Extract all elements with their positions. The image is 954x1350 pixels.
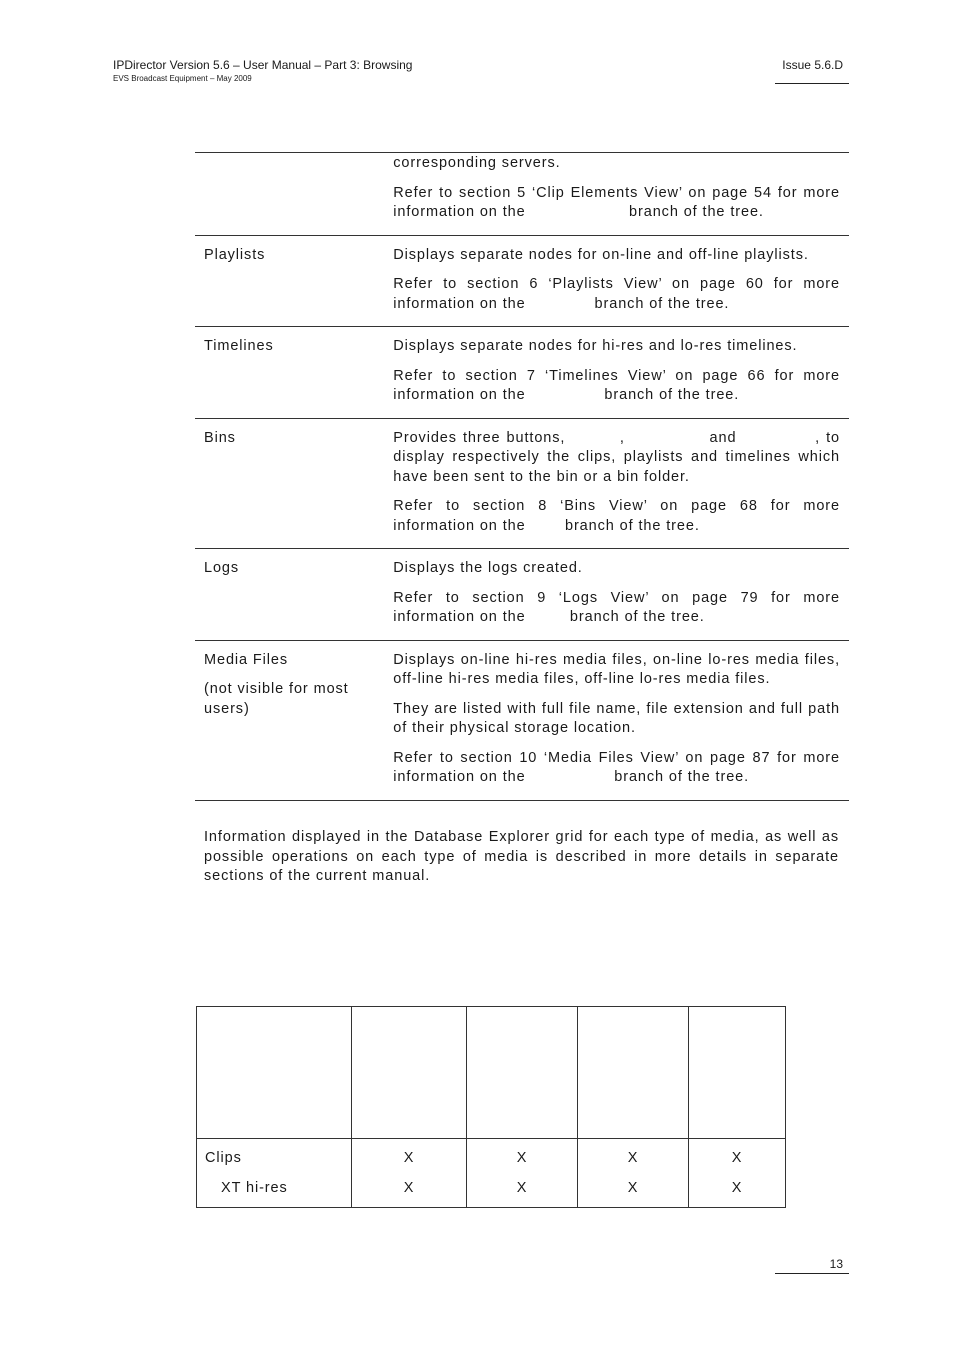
grid-mark: X [689,1169,786,1208]
grid-row-clips [197,1139,786,1169]
definition-paragraph: Displays separate nodes for hi-res and lo-res timelines. [393,338,798,354]
media-grid-table [196,1006,786,1208]
definition-paragraph: Refer to section 9 ‘Logs View’ on page 79 for more information on the branch of the tree. [393,589,845,625]
header-rule [775,83,849,84]
definition-term-cell [195,640,384,800]
grid-mark: X [689,1139,786,1169]
grid-header-row [197,1007,786,1139]
grid-mark: X [352,1169,467,1208]
grid-mark: X [467,1139,578,1169]
definition-paragraph: Refer to section 6 ‘Playlists View’ on page 60 for more information on the branch of the tree. [393,276,845,312]
tree-branch-table [195,152,849,801]
definition-row [195,235,849,327]
definition-description-cell [384,153,849,236]
document-subtitle: EVS Broadcast Equipment – May 2009 [113,74,252,83]
definition-row [195,640,849,800]
definition-paragraph: corresponding servers. [393,155,561,171]
grid-row-label: Clips [197,1139,352,1169]
definition-note: (not visible for most users) [204,681,349,717]
definition-term-cell [195,327,384,419]
definition-paragraph: Refer to section 7 ‘Timelines View’ on page 66 for more information on the branch of the tree. [393,367,845,403]
definition-term: Bins [204,429,236,446]
grid-row-label: XT hi-res [197,1169,352,1208]
page-number: 13 [829,1257,843,1271]
grid-mark: X [578,1169,689,1208]
tree-branch-table-body [195,153,849,801]
intro-paragraph: Information displayed in the Database Explorer grid for each type of media, as well as possible operations on each type of media is described in more details in separate sections of the current manual. [204,829,839,884]
definition-term: Playlists [204,246,266,263]
definition-term-cell [195,153,384,236]
document-title: IPDirector Version 5.6 – User Manual – Part 3: Browsing [113,58,413,72]
definition-term-cell [195,418,384,549]
page-header [113,58,412,84]
grid-header-cell [467,1007,578,1139]
grid-mark: X [578,1139,689,1169]
grid-header-cell [578,1007,689,1139]
definition-description-cell [384,235,849,327]
grid-header-cell [689,1007,786,1139]
definition-row [195,418,849,549]
grid-header-cell [352,1007,467,1139]
definition-term-cell [195,549,384,641]
definition-paragraph: They are listed with full file name, file extension and full path of their physical storage location. [393,700,845,736]
definition-paragraph: Provides three buttons, , and , to display respectively the clips, playlists and timelines which have been sent to the bin or a bin folder. [393,429,845,485]
definition-paragraph: Displays the logs created. [393,560,583,576]
definition-paragraph: Refer to section 5 ‘Clip Elements View’ on page 54 for more information on the branch of the tree. [393,184,845,220]
definition-term-cell [195,235,384,327]
grid-row-xt-hires [197,1169,786,1208]
footer-rule [775,1273,849,1274]
definition-term: Logs [204,560,240,576]
grid-mark: X [467,1169,578,1208]
definition-description-cell [384,327,849,419]
definition-description-cell [384,549,849,641]
definition-row [195,327,849,419]
grid-header-cell [197,1007,352,1139]
definition-row [195,153,849,236]
definition-row [195,549,849,641]
definition-description-cell [384,418,849,549]
definition-term: Media Files [204,651,289,668]
definition-description-cell [384,640,849,800]
definition-paragraph: Displays separate nodes for on-line and off-line playlists. [393,246,809,263]
definition-paragraph: Refer to section 8 ‘Bins View’ on page 68 for more information on the branch of the tree. [393,498,845,534]
definition-term: Timelines [204,338,274,354]
grid-mark: X [352,1139,467,1169]
definition-paragraph: Refer to section 10 ‘Media Files View’ on page 87 for more information on the branch of the tree. [393,749,845,785]
definition-paragraph: Displays on-line hi-res media files, on-line lo-res media files, off-line hi-res media files, off-line lo-res media files. [393,651,845,687]
issue-label: Issue 5.6.D [782,58,843,72]
